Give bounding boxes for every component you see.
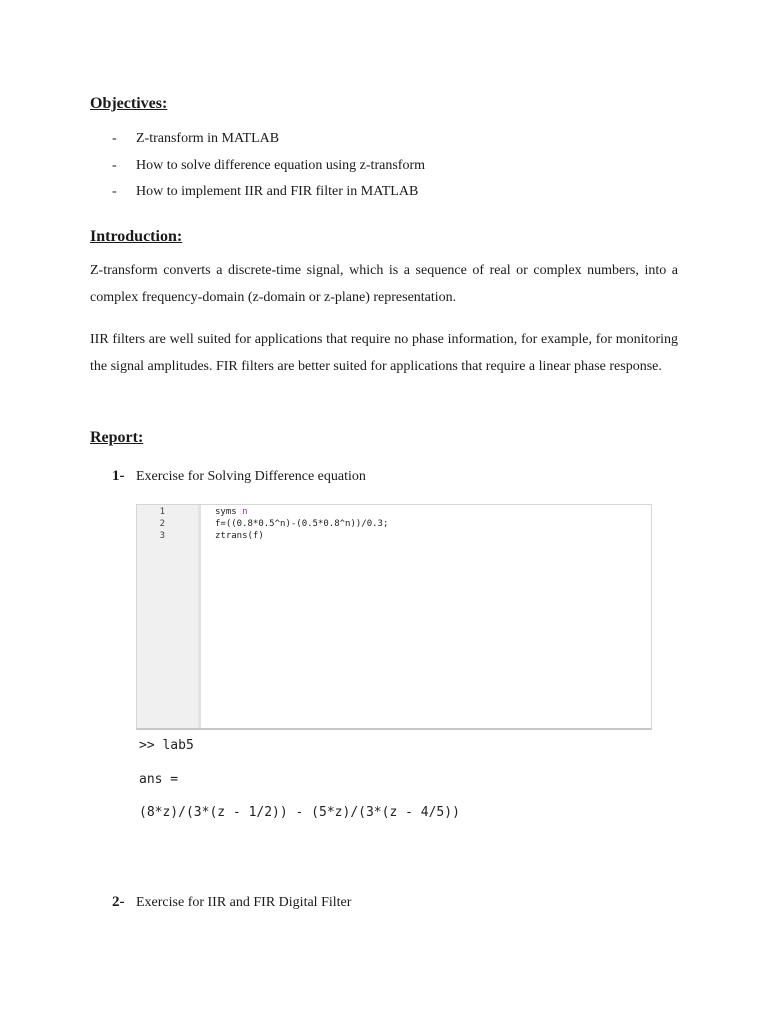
code-keyword: n: [242, 507, 248, 517]
bullet-dash: -: [112, 184, 117, 199]
intro-paragraph: IIR filters are well suited for applications that require no phase information, for example, for monitoring the signal amplitudes. FIR filters are better suited for applications that require a linear phase response.: [90, 332, 678, 374]
line-number: 3: [159, 531, 165, 541]
objectives-heading: Objectives:: [90, 95, 168, 112]
list-item: [112, 157, 425, 184]
exercise-item: [112, 468, 366, 485]
objective-text: How to solve difference equation using z-transform: [136, 157, 425, 173]
code-text: f=((0.8*0.5^n)-(0.5*0.8^n))/0.3;: [215, 519, 389, 529]
objective-text: How to implement IIR and FIR filter in MATLAB: [136, 184, 419, 199]
objective-text: Z-transform in MATLAB: [136, 131, 280, 146]
exercise-number: 2-: [112, 894, 125, 910]
exercise-item: [112, 894, 351, 911]
ans-result: (8*z)/(3*(z - 1/2)) - (5*z)/(3*(z - 4/5)): [139, 805, 460, 820]
line-number: 2: [159, 519, 165, 529]
bullet-dash: -: [112, 157, 117, 173]
code-editor-screenshot: [136, 504, 652, 730]
code-line: [215, 531, 264, 541]
command-prompt-line: >> lab5: [139, 738, 194, 753]
list-item: [112, 130, 425, 157]
line-number: 1: [159, 507, 165, 517]
exercise-title: Exercise for Solving Difference equation: [136, 469, 366, 484]
bullet-dash: -: [112, 131, 117, 146]
exercise-number: 1-: [112, 468, 125, 484]
exercise-title: Exercise for IIR and FIR Digital Filter: [136, 895, 352, 910]
code-line: [215, 507, 248, 517]
intro-paragraph: Z-transform converts a discrete-time signal, which is a sequence of real or complex numbers, into a complex frequency-domain (z-domain or z-plane) representation.: [90, 263, 678, 305]
line-number-gutter: [137, 505, 201, 728]
code-text: ztrans(f): [215, 531, 264, 541]
objectives-list: [112, 130, 425, 210]
code-text: syms: [215, 507, 243, 517]
ans-label: ans =: [139, 772, 179, 787]
report-heading: Report:: [90, 429, 144, 446]
list-item: [112, 183, 425, 210]
code-line: [215, 519, 388, 529]
introduction-heading: Introduction:: [90, 228, 183, 245]
